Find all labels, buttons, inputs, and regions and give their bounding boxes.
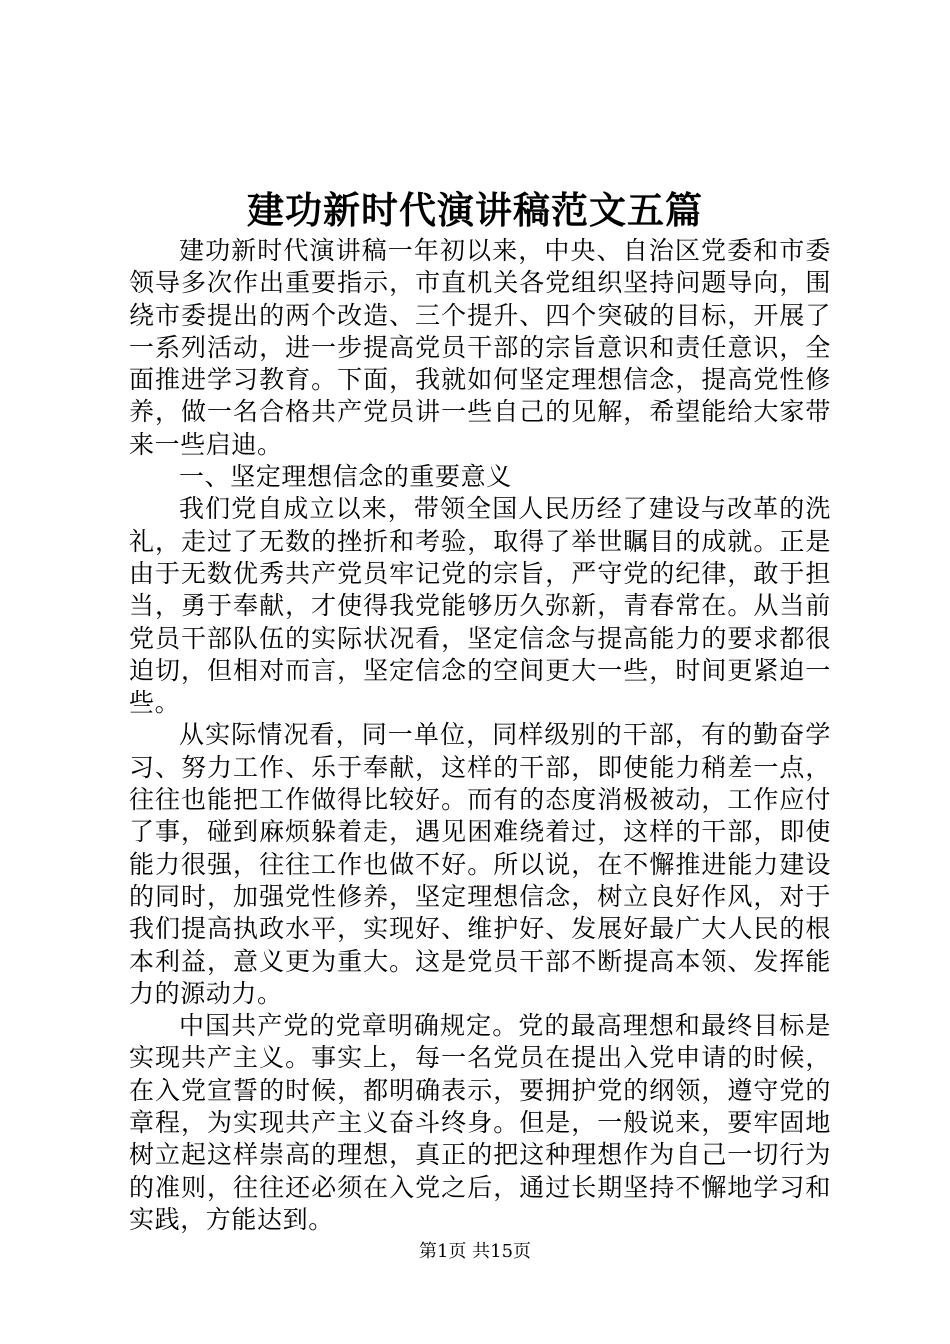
document-body <box>129 235 831 1236</box>
document-title: 建功新时代演讲稿范文五篇 <box>247 188 703 232</box>
body-paragraph: 中国共产党的党章明确规定。党的最高理想和最终目标是实现共产主义。事实上，每一名党员在提出入党申请的时候，在入党宣誓的时候，都明确表示，要拥护党的纲领，遵守党的章程，为实现共产主义奋斗终身。但是，一般说来，要牢固地树立起这样崇高的理想，真正的把这种理想作为自己一切行为的准则，往往还必须在入党之后，通过长期坚持不懈地学习和实践，方能达到。 <box>129 1011 831 1234</box>
section-heading: 一、坚定理想信念的重要意义 <box>179 462 512 492</box>
intro-paragraph: 建功新时代演讲稿一年初以来，中央、自治区党委和市委领导多次作出重要指示，市直机关各党组织坚持问题导向，围绕市委提出的两个改造、三个提升、四个突破的目标，开展了一系列活动，进一步提高党员干部的宗旨意识和责任意识，全面推进学习教育。下面，我就如何坚定理想信念，提高党性修养，做一名合格共产党员讲一些自己的见解，希望能给大家带来一些启迪。 <box>129 236 831 459</box>
page-footer: 第1页 共15页 <box>418 1241 532 1262</box>
body-paragraph: 我们党自成立以来，带领全国人民历经了建设与改革的洗礼，走过了无数的挫折和考验，取得了举世瞩目的成就。正是由于无数优秀共产党员牢记党的宗旨，严守党的纪律，敢于担当，勇于奉献，才使得我党能够历久弥新，青春常在。从当前党员干部队伍的实际状况看，坚定信念与提高能力的要求都很迫切，但相对而言，坚定信念的空间更大一些，时间更紧迫一些。 <box>129 494 831 718</box>
body-paragraph: 从实际情况看，同一单位，同样级别的干部，有的勤奋学习、努力工作、乐于奉献，这样的干部，即使能力稍差一点，往往也能把工作做得比较好。而有的态度消极被动，工作应付了事，碰到麻烦躲着走，遇见困难绕着过，这样的干部，即使能力很强，往往工作也做不好。所以说，在不懈推进能力建设的同时，加强党性修养，坚定理想信念，树立良好作风，对于我们提高执政水平，实现好、维护好、发展好最广大人民的根本利益，意义更为重大。这是党员干部不断提高本领、发挥能力的源动力。 <box>129 720 831 1008</box>
